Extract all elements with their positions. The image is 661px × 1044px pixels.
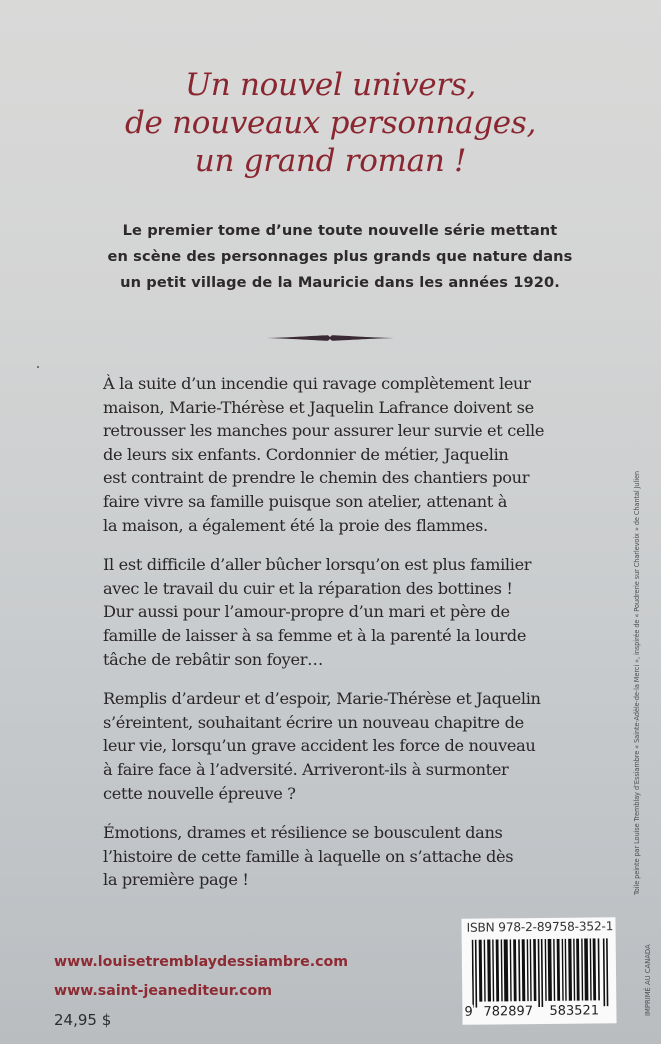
text-line: faire vivre sa famille puisque son atelier, attenant à	[103, 491, 508, 511]
subtitle-line-1: Le premier tome d’une toute nouvelle série mettant	[122, 222, 558, 239]
synopsis-paragraph-1	[103, 372, 563, 537]
subtitle-line-2: en scène des personnages plus grands que nature dans	[107, 248, 573, 265]
synopsis-paragraph-3	[103, 687, 563, 805]
text-line: Il est difficile d’aller bûcher lorsqu’on est plus familier	[103, 555, 532, 575]
text-line: maison, Marie-Thérèse et Jaquelin Lafrance doivent se	[103, 397, 534, 417]
text-line: de leurs six enfants. Cordonnier de métier, Jaquelin	[103, 444, 509, 464]
text-line: la première page !	[103, 870, 249, 890]
text-line: à faire face à l’adversité. Arriveront-ils à surmonter	[103, 759, 509, 779]
cover-art-credit: Toile peinte par Louise Tremblay d’Essiambre « Sainte-Adèle-de-la Merci », inspirée de « Poudrerie sur Charlevoix » de Chantal Julien	[633, 470, 641, 895]
barcode-digits-right: 583521	[549, 1003, 600, 1019]
publisher-website-link[interactable]: www.saint-jeanediteur.com	[54, 983, 273, 999]
barcode-icon	[472, 938, 611, 1007]
text-line: leur vie, lorsqu’un grave accident les force de nouveau	[103, 736, 536, 756]
text-line: est contraint de prendre le chemin des chantiers pour	[103, 468, 530, 488]
text-line: famille de laisser à sa femme et à la parenté la lourde	[103, 625, 527, 645]
text-line: avec le travail du cuir et la réparation des bottines !	[103, 578, 513, 598]
text-line: À la suite d’un incendie qui ravage complètement leur	[103, 374, 531, 393]
paper-speck	[37, 366, 39, 368]
tagline-line-3: un grand roman !	[194, 143, 467, 179]
barcode-digit-lead: 9	[464, 1004, 473, 1020]
text-line: Émotions, drames et résilience se bousculent dans	[103, 823, 503, 843]
subtitle	[80, 218, 600, 296]
text-line: s’éreintent, souhaitant écrire un nouveau chapitre de	[103, 712, 524, 732]
tagline	[0, 66, 661, 180]
barcode-digits	[462, 1003, 616, 1023]
tagline-line-2: de nouveaux personnages,	[124, 105, 537, 141]
synopsis-paragraph-4	[103, 821, 563, 892]
website-links	[54, 948, 348, 1006]
text-line: la maison, a également été la proie des flammes.	[103, 515, 488, 535]
author-website-link[interactable]: www.louisetremblaydessiambre.com	[54, 954, 349, 970]
barcode-digits-left: 782897	[483, 1004, 534, 1020]
text-line: l’histoire de cette famille à laquelle on s’attache dès	[103, 846, 514, 866]
subtitle-line-3: un petit village de la Mauricie dans les années 1920.	[120, 274, 560, 291]
ornamental-divider-icon	[266, 334, 394, 342]
price-label: 24,95 $	[54, 1011, 112, 1029]
text-line: tâche de rebâtir son foyer…	[103, 649, 323, 669]
printed-in-label: IMPRIMÉ AU CANADA	[644, 944, 652, 1016]
text-line: Dur aussi pour l’amour-propre d’un mari et père de	[103, 602, 510, 622]
text-line: Remplis d’ardeur et d’espoir, Marie-Thérèse et Jaquelin	[103, 689, 541, 709]
text-line: cette nouvelle épreuve ?	[103, 783, 296, 803]
text-line: retrousser les manches pour assurer leur survie et celle	[103, 421, 545, 441]
synopsis-paragraph-2	[103, 553, 563, 671]
isbn-barcode	[461, 917, 616, 1025]
isbn-label: ISBN 978-2-89758-352-1	[466, 919, 614, 935]
synopsis	[103, 372, 563, 908]
tagline-line-1: Un nouvel univers,	[184, 67, 477, 103]
